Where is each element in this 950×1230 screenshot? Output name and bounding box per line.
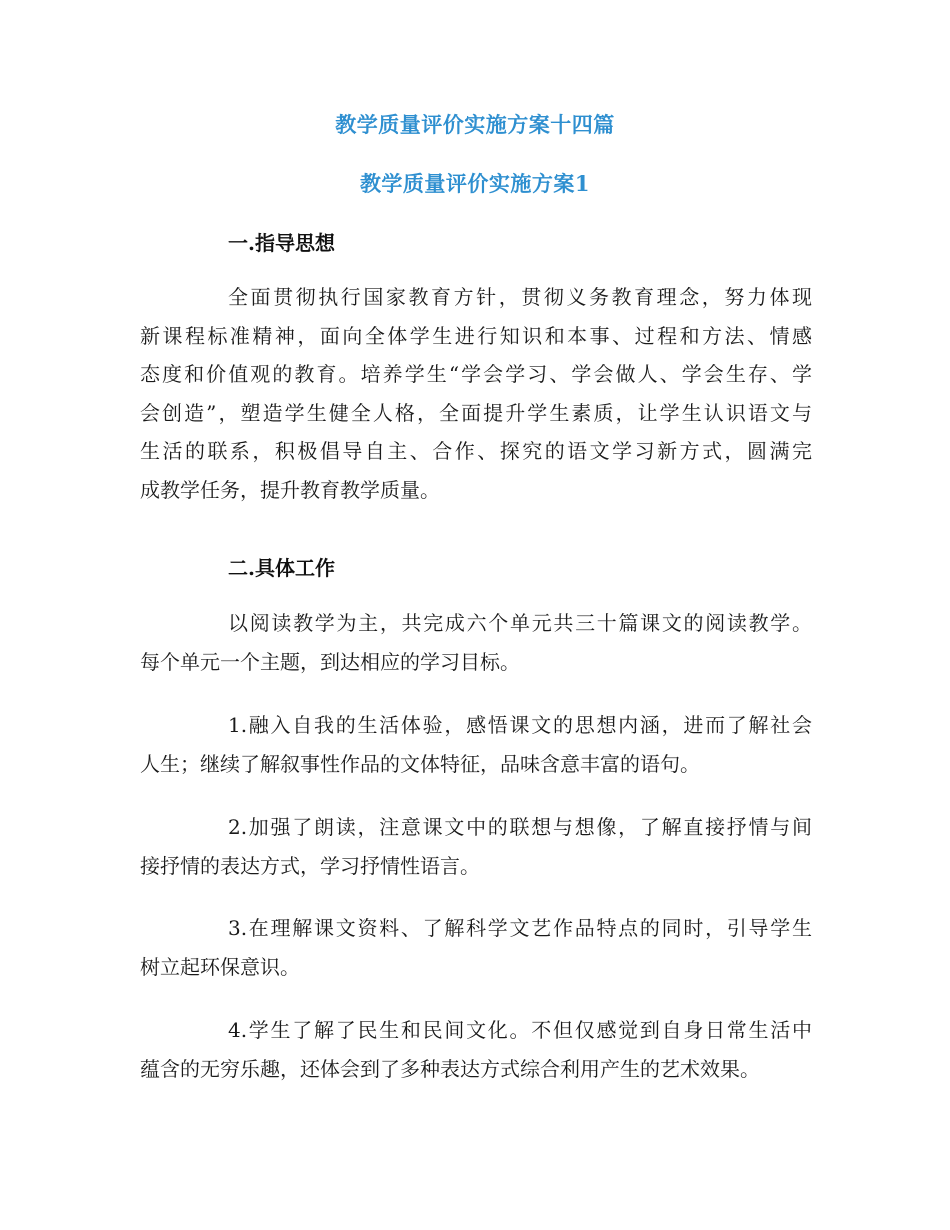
paragraph-line: 生活的联系，积极倡导自主、合作、探究的语文学习新方式，圆满完 xyxy=(140,439,812,464)
paragraph-line: 2.加强了朗读，注意课文中的联想与想像，了解直接抒情与间 xyxy=(228,815,812,839)
paragraph-guiding-thought xyxy=(140,278,812,510)
paragraph-item-1 xyxy=(140,706,812,783)
section-heading-guiding-thought: 一.指导思想 xyxy=(228,231,335,255)
paragraph-item-2 xyxy=(140,808,812,885)
paragraph-line: 蕴含的无穷乐趣，还体会到了多种表达方式综合利用产生的艺术效果。 xyxy=(140,1056,760,1081)
paragraph-line: 新课程标准精神，面向全体学生进行知识和本事、过程和方法、情感 xyxy=(140,323,812,348)
paragraph-line: 态度和价值观的教育。培养学生“学会学习、学会做人、学会生存、学 xyxy=(140,362,812,387)
paragraph-line: 成教学任务，提升教育教学质量。 xyxy=(140,477,440,502)
document-title: 教学质量评价实施方案十四篇 xyxy=(335,112,615,137)
paragraph-line: 3.在理解课文资料、了解科学文艺作品特点的同时，引导学生 xyxy=(228,916,812,940)
paragraph-line: 1.融入自我的生活体验，感悟课文的思想内涵，进而了解社会 xyxy=(228,713,812,737)
paragraph-line: 每个单元一个主题，到达相应的学习目标。 xyxy=(140,649,520,674)
paragraph-item-4 xyxy=(140,1011,812,1088)
paragraph-line: 接抒情的表达方式，学习抒情性语言。 xyxy=(140,853,480,878)
section-heading-specific-work: 二.具体工作 xyxy=(228,556,335,580)
paragraph-reading-teaching xyxy=(140,604,812,681)
paragraph-line: 全面贯彻执行国家教育方针，贯彻义务教育理念，努力体现 xyxy=(228,285,812,309)
paragraph-line: 以阅读教学为主，共完成六个单元共三十篇课文的阅读教学。 xyxy=(228,611,812,635)
document-subtitle: 教学质量评价实施方案1 xyxy=(359,171,591,196)
paragraph-line: 人生；继续了解叙事性作品的文体特征，品味含意丰富的语句。 xyxy=(140,751,700,776)
paragraph-line: 4.学生了解了民生和民间文化。不但仅感觉到自身日常生活中 xyxy=(228,1018,812,1042)
paragraph-line: 会创造”，塑造学生健全人格，全面提升学生素质，让学生认识语文与 xyxy=(140,400,812,425)
paragraph-item-3 xyxy=(140,909,812,986)
paragraph-line: 树立起环保意识。 xyxy=(140,954,300,979)
